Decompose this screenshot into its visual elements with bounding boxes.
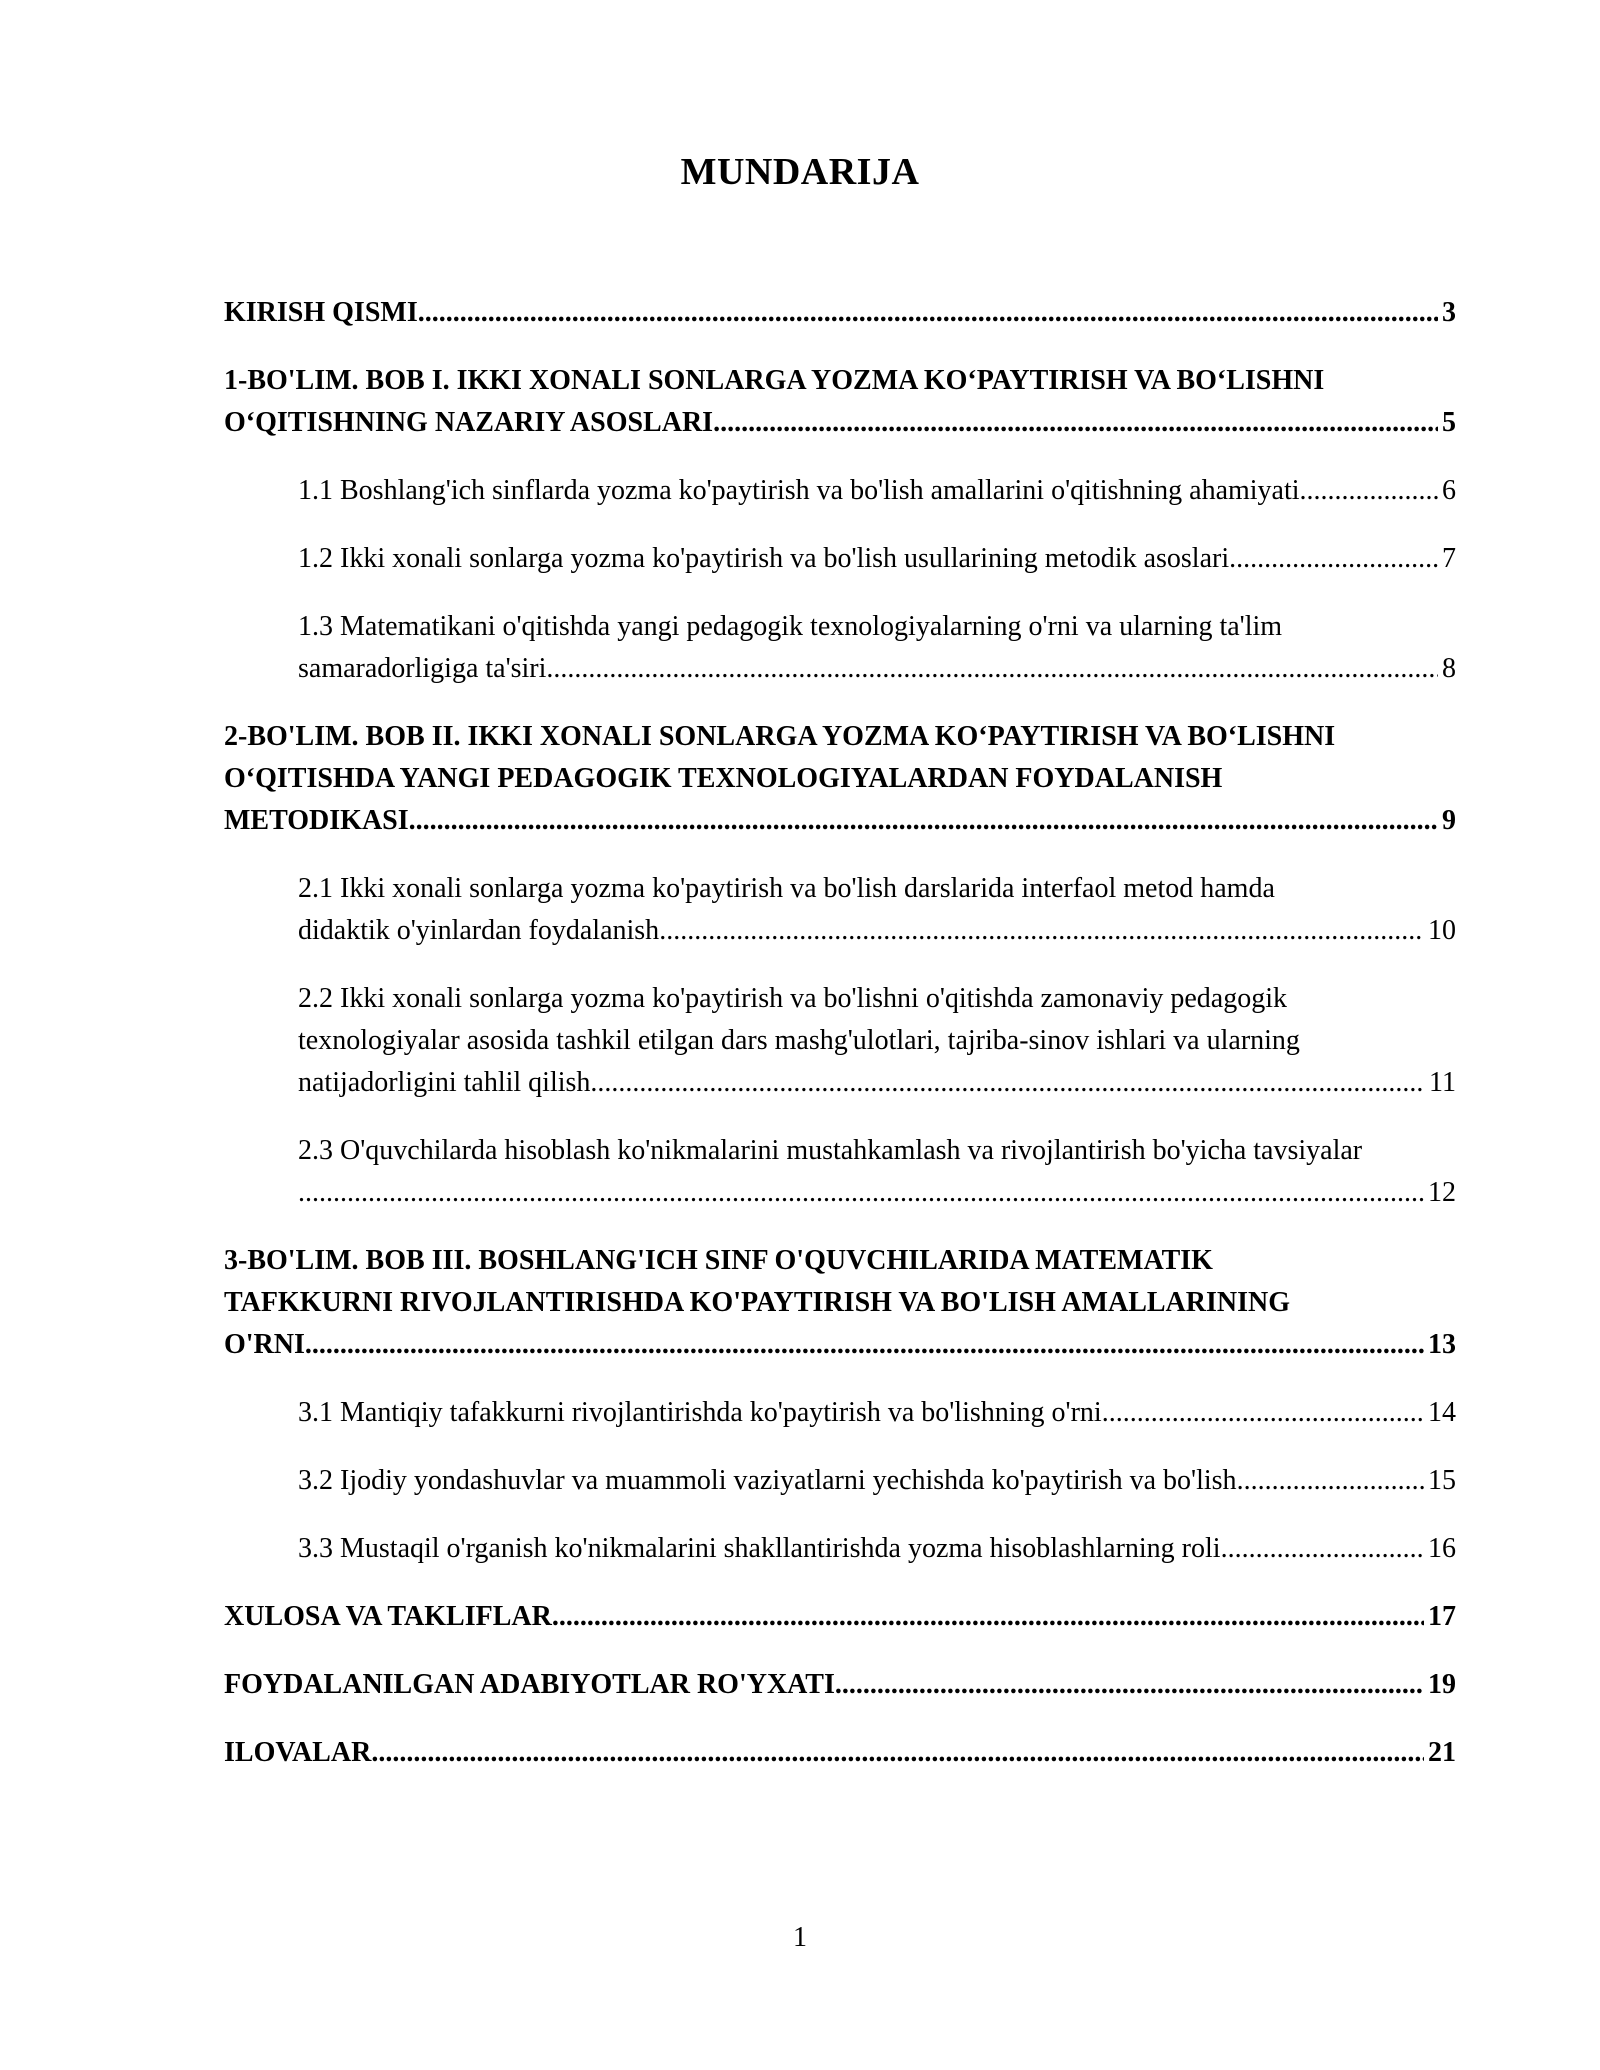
toc-page-number: 7 (1442, 543, 1456, 574)
table-of-contents (224, 292, 1456, 1800)
dot-leader (590, 1062, 1425, 1104)
toc-page-number: 15 (1428, 1465, 1456, 1496)
toc-entry-label: samaradorligiga ta'siri (298, 653, 547, 684)
toc-entry-label: O‘QITISHNING NAZARIY ASOSLARI (224, 407, 714, 438)
toc-entry-label: didaktik o'yinlardan foydalanish (298, 915, 660, 946)
page-number-footer: 1 (793, 1922, 807, 1953)
toc-entry-line: 2.2 Ikki xonali sonlarga yozma ko'paytirish va bo'lishni o'qitishda zamonaviy pedagogik (298, 983, 1287, 1014)
toc-entry-label: FOYDALANILGAN ADABIYOTLAR RO'YXATI (224, 1669, 835, 1700)
dot-leader (305, 1324, 1424, 1366)
dot-leader (371, 1732, 1424, 1774)
dot-leader (1307, 470, 1438, 512)
dot-leader (835, 1664, 1424, 1706)
toc-page-number: 14 (1428, 1397, 1456, 1428)
toc-entry-line: 3-BO'LIM. BOB III. BOSHLANG'ICH SINF O'QUVCHILARIDA MATEMATIK (224, 1245, 1213, 1276)
toc-entry-bob1[interactable] (224, 360, 1456, 444)
toc-entry-1-1[interactable] (298, 470, 1456, 512)
toc-entry-3-3[interactable] (298, 1528, 1456, 1570)
toc-page-number: 9 (1442, 805, 1456, 836)
toc-entry-label: 3.3 Mustaqil o'rganish ko'nikmalarini shakllantirishda yozma hisoblashlarning roli (298, 1533, 1221, 1564)
dot-leader (409, 800, 1438, 842)
toc-page-number: 10 (1428, 915, 1456, 946)
toc-page-number: 13 (1428, 1329, 1456, 1360)
toc-entry-line: texnologiyalar asosida tashkil etilgan dars mashg'ulotlari, tajriba-sinov ishlari va ularning (298, 1025, 1300, 1056)
toc-entry-1-2[interactable] (298, 538, 1456, 580)
toc-page-number: 19 (1428, 1669, 1456, 1700)
page-title: MUNDARIJA (680, 151, 920, 193)
toc-page-number: 5 (1442, 407, 1456, 438)
toc-entry-line: TAFKKURNI RIVOJLANTIRISHDA KO'PAYTIRISH VA BO'LISH AMALLARINING (224, 1287, 1290, 1318)
toc-page-number: 16 (1428, 1533, 1456, 1564)
dot-leader (659, 910, 1424, 952)
toc-entry-2-2[interactable] (298, 978, 1456, 1104)
toc-entry-1-3[interactable] (298, 606, 1456, 690)
dot-leader (1102, 1392, 1424, 1434)
toc-page-number: 21 (1428, 1737, 1456, 1768)
toc-entry-bob3[interactable] (224, 1240, 1456, 1366)
toc-entry-label: O'RNI (224, 1329, 305, 1360)
toc-page-number: 12 (1428, 1177, 1456, 1208)
toc-entry-2-1[interactable] (298, 868, 1456, 952)
dot-leader (713, 402, 1438, 444)
toc-entry-3-2[interactable] (298, 1460, 1456, 1502)
toc-page-number: 6 (1442, 475, 1456, 506)
toc-entry-bob2[interactable] (224, 716, 1456, 842)
toc-entry-2-3[interactable] (298, 1130, 1456, 1214)
toc-entry-line: 1-BO'LIM. BOB I. IKKI XONALI SONLARGA YOZMA KO‘PAYTIRISH VA BO‘LISHNI (224, 365, 1325, 396)
toc-entry-label: KIRISH QISMI (224, 297, 418, 328)
toc-entry-label: ILOVALAR (224, 1737, 372, 1768)
toc-entry-line: 2.3 O'quvchilarda hisoblash ko'nikmalarini mustahkamlash va rivojlantirish bo'yicha tavsiyalar (298, 1135, 1363, 1166)
toc-entry-label: natijadorligini tahlil qilish (298, 1067, 591, 1098)
toc-entry-adabiyotlar[interactable] (224, 1664, 1456, 1706)
dot-leader (552, 1596, 1424, 1638)
toc-page-number: 17 (1428, 1601, 1456, 1632)
toc-entry-3-1[interactable] (298, 1392, 1456, 1434)
toc-entry-ilovalar[interactable] (224, 1732, 1456, 1774)
toc-entry-label: METODIKASI (224, 805, 409, 836)
toc-entry-label: 3.2 Ijodiy yondashuvlar va muammoli vaziyatlarni yechishda ko'paytirish va bo'lish (298, 1465, 1237, 1496)
dot-leader (298, 1172, 1424, 1214)
toc-page-number: 8 (1442, 653, 1456, 684)
dot-leader (1221, 1528, 1424, 1570)
toc-entry-kirish[interactable] (224, 292, 1456, 334)
toc-entry-label: 1.1 Boshlang'ich sinflarda yozma ko'paytirish va bo'lish amallarini o'qitishning ahamiyati. (298, 475, 1307, 506)
toc-entry-line: 2-BO'LIM. BOB II. IKKI XONALI SONLARGA YOZMA KO‘PAYTIRISH VA BO‘LISHNI (224, 721, 1336, 752)
dot-leader (546, 648, 1438, 690)
toc-entry-line: 2.1 Ikki xonali sonlarga yozma ko'paytirish va bo'lish darslarida interfaol metod hamda (298, 873, 1275, 904)
dot-leader (1237, 1460, 1424, 1502)
dot-leader (418, 292, 1438, 334)
toc-entry-label: XULOSA VA TAKLIFLAR (224, 1601, 552, 1632)
toc-page-number: 11 (1429, 1067, 1456, 1098)
toc-entry-line: O‘QITISHDA YANGI PEDAGOGIK TEXNOLOGIYALARDAN FOYDALANISH (224, 763, 1223, 794)
dot-leader (1229, 538, 1438, 580)
toc-entry-xulosa[interactable] (224, 1596, 1456, 1638)
toc-entry-label: 3.1 Mantiqiy tafakkurni rivojlantirishda ko'paytirish va bo'lishning o'rni (298, 1397, 1102, 1428)
toc-page-number: 3 (1442, 297, 1456, 328)
toc-entry-label: 1.2 Ikki xonali sonlarga yozma ko'paytirish va bo'lish usullarining metodik asoslari (298, 543, 1230, 574)
toc-entry-line: 1.3 Matematikani o'qitishda yangi pedagogik texnologiyalarning o'rni va ularning ta'lim (298, 611, 1283, 642)
